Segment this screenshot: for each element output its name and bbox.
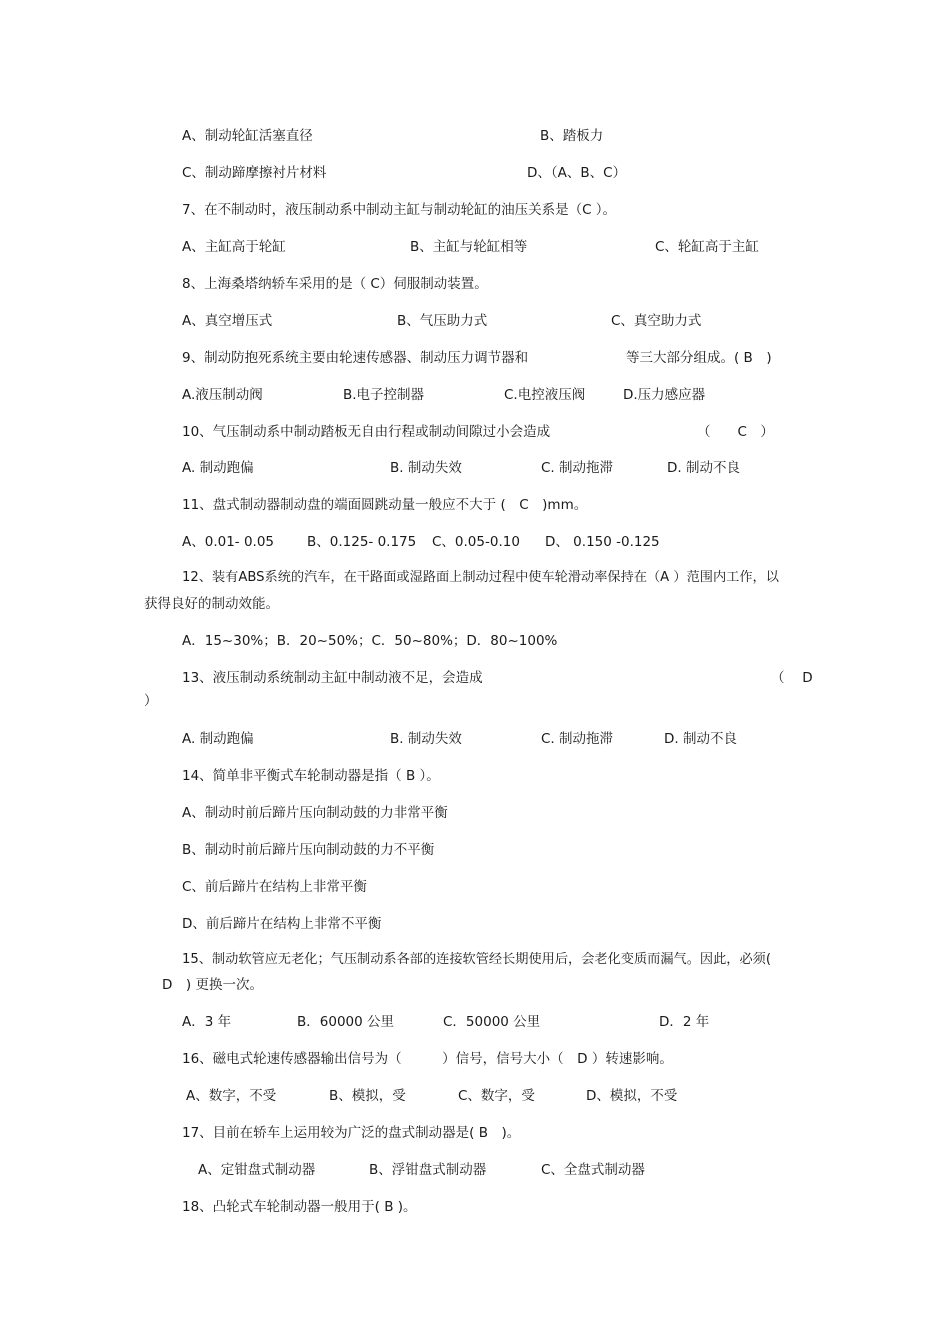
- option-a-q7: A、主缸高于轮缸: [182, 239, 286, 255]
- option-a-q6: A、制动轮缸活塞直径: [182, 128, 313, 144]
- question-11: 11、盘式制动器制动盘的端面圆跳动量一般应不大于 ( C )mm。: [182, 497, 588, 513]
- option-c-q15: C．50000 公里: [443, 1014, 541, 1030]
- option-c-q7: C、轮缸高于主缸: [655, 239, 759, 255]
- option-b-q17: B、浮钳盘式制动器: [369, 1162, 487, 1178]
- option-c-q8: C、真空助力式: [611, 313, 702, 329]
- option-d-q11: D、 0.150 -0.125: [545, 534, 660, 550]
- option-a-q14: A、制动时前后蹄片压向制动鼓的力非常平衡: [182, 805, 448, 821]
- option-c-q6: C、制动蹄摩擦衬片材料: [182, 165, 327, 181]
- question-9-answer: 等三大部分组成。( B ): [626, 350, 772, 366]
- option-c-q13: C. 制动拖滞: [541, 731, 614, 747]
- option-a-q11: A、0.01- 0.05: [182, 534, 275, 550]
- option-c-q16: C、数字，受: [458, 1088, 535, 1104]
- option-d-q16: D、模拟，不受: [586, 1088, 678, 1104]
- option-d-q9: D.压力感应器: [623, 387, 706, 403]
- question-15: 15、制动软管应无老化；气压制动系各部的连接软管经长期使用后，会老化变质而漏气。因此，必须(: [182, 952, 771, 967]
- option-a-q16: A、数字，不受: [186, 1088, 277, 1104]
- question-9: 9、制动防抱死系统主要由轮速传感器、制动压力调节器和: [182, 350, 529, 366]
- option-d-q6: D、（A、B、C）: [527, 165, 627, 181]
- option-a-q17: A、定钳盘式制动器: [198, 1162, 316, 1178]
- option-c-q9: C.电控液压阀: [504, 387, 586, 403]
- option-b-q16: B、模拟，受: [329, 1088, 406, 1104]
- question-12: 12、装有ABS系统的汽车，在干路面或湿路面上制动过程中使车轮滑动率保持在（A ）范围内工作，以: [182, 570, 779, 585]
- options-q12: A．15~30%；B．20~50%；C．50~80%；D．80~100%: [182, 633, 558, 649]
- option-b-q13: B. 制动失效: [390, 731, 462, 747]
- option-d-q10: D. 制动不良: [667, 460, 740, 476]
- question-16: 16、磁电式轮速传感器输出信号为（ ）信号，信号大小（ D ）转速影响。: [182, 1051, 673, 1067]
- option-d-q13: D. 制动不良: [664, 731, 737, 747]
- option-b-q9: B.电子控制器: [343, 387, 425, 403]
- option-d-q14: D、前后蹄片在结构上非常不平衡: [182, 916, 382, 932]
- question-10-answer: （ C ）: [697, 424, 774, 440]
- question-18: 18、凸轮式车轮制动器一般用于( B )。: [182, 1199, 417, 1215]
- option-c-q14: C、前后蹄片在结构上非常平衡: [182, 879, 367, 895]
- option-b-q15: B．60000 公里: [297, 1014, 394, 1030]
- option-a-q8: A、真空增压式: [182, 313, 273, 329]
- option-a-q9: A.液压制动阀: [182, 387, 263, 403]
- question-15-continued: D ) 更换一次。: [162, 977, 263, 993]
- option-b-q8: B、气压助力式: [397, 313, 488, 329]
- option-b-q11: B、0.125- 0.175: [307, 534, 417, 550]
- option-a-q13: A. 制动跑偏: [182, 731, 254, 747]
- question-10: 10、气压制动系中制动踏板无自由行程或制动间隙过小会造成: [182, 424, 551, 440]
- question-8: 8、上海桑塔纳轿车采用的是（ C）伺服制动装置。: [182, 276, 488, 292]
- question-17: 17、目前在轿车上运用较为广泛的盘式制动器是( B )。: [182, 1125, 521, 1141]
- question-13-answer-close: ）: [144, 693, 158, 709]
- option-c-q11: C、0.05-0.10: [432, 534, 520, 550]
- option-b-q7: B、主缸与轮缸相等: [410, 239, 528, 255]
- option-a-q15: A．3 年: [182, 1014, 232, 1030]
- option-b-q14: B、制动时前后蹄片压向制动鼓的力不平衡: [182, 842, 435, 858]
- question-13: 13、液压制动系统制动主缸中制动液不足，会造成: [182, 670, 483, 686]
- question-13-answer: （ D: [771, 670, 813, 686]
- option-c-q17: C、全盘式制动器: [541, 1162, 645, 1178]
- option-d-q15: D．2 年: [659, 1014, 710, 1030]
- question-12-continued: 获得良好的制动效能。: [144, 596, 279, 612]
- option-b-q10: B. 制动失效: [390, 460, 462, 476]
- option-a-q10: A. 制动跑偏: [182, 460, 254, 476]
- question-7: 7、在不制动时，液压制动系中制动主缸与制动轮缸的油压关系是（C ）。: [182, 202, 617, 218]
- option-b-q6: B、踏板力: [540, 128, 604, 144]
- option-c-q10: C. 制动拖滞: [541, 460, 614, 476]
- question-14: 14、简单非平衡式车轮制动器是指（ B ）。: [182, 768, 440, 784]
